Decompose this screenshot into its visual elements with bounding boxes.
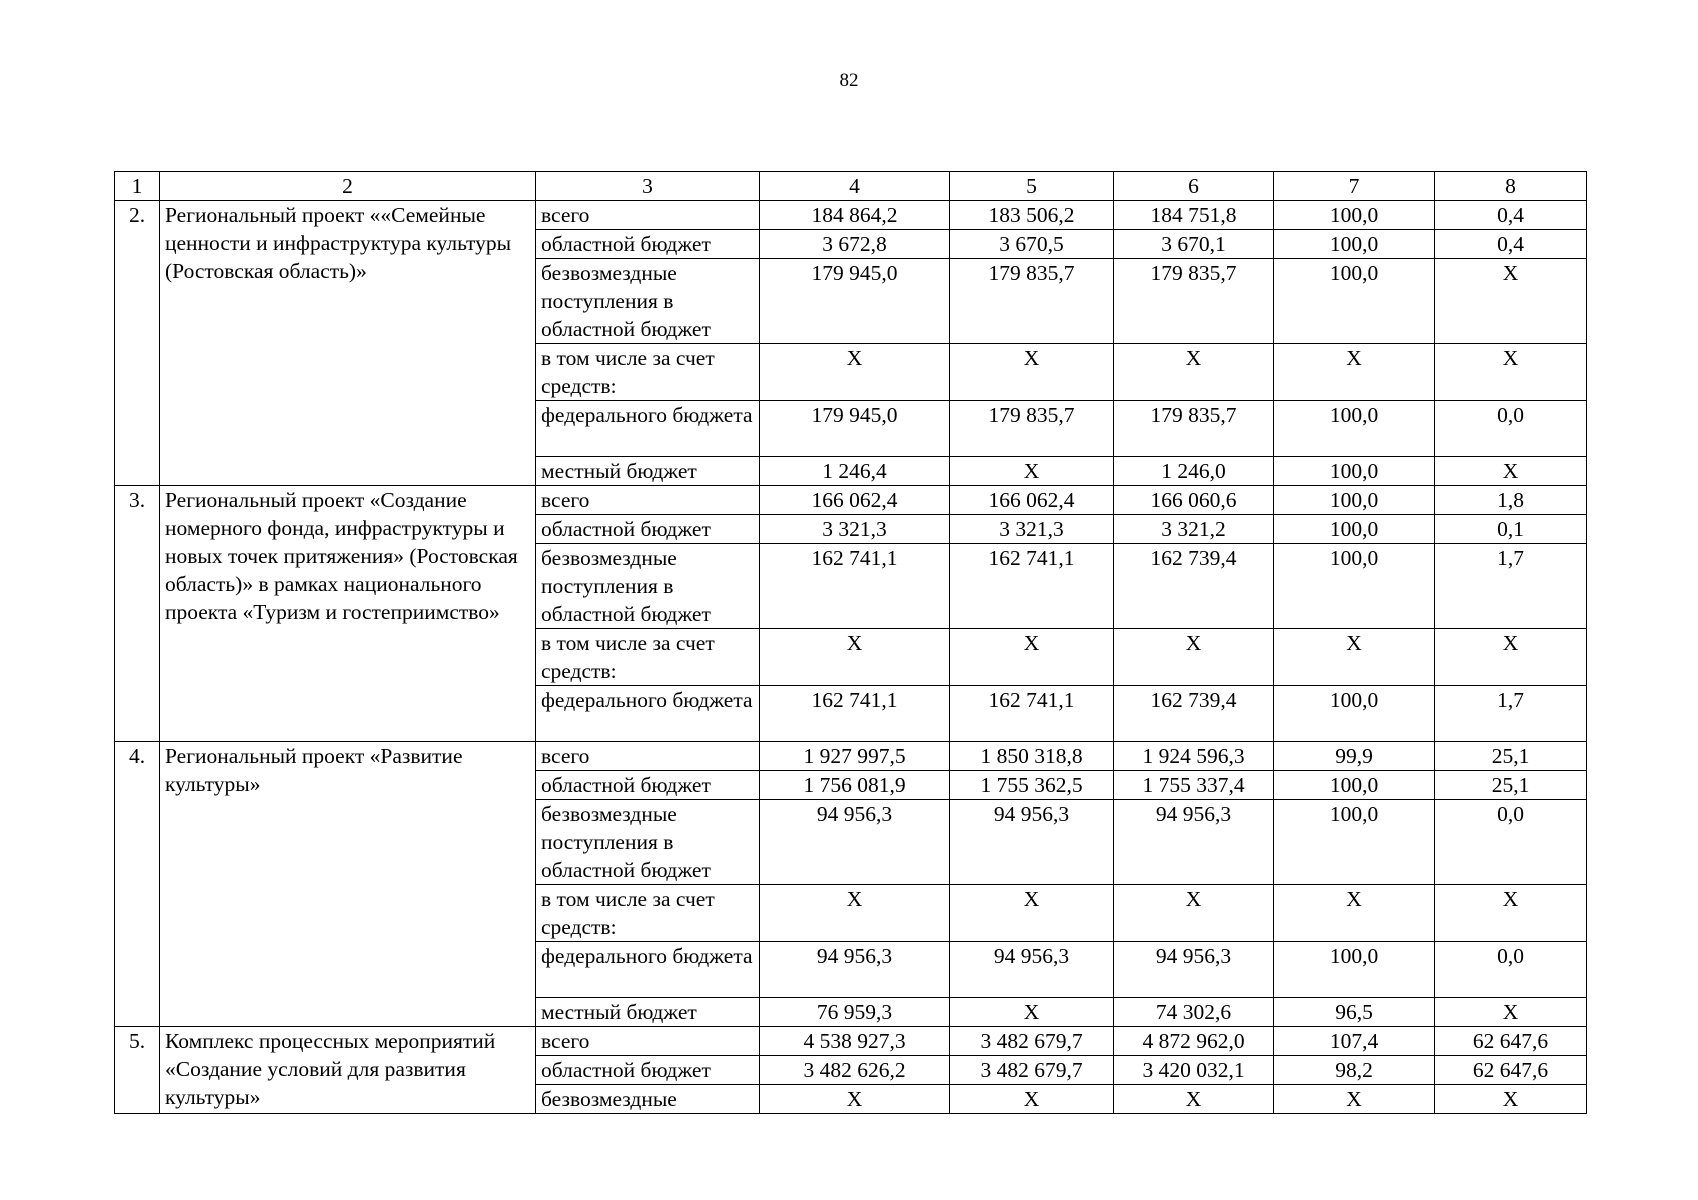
value-cell: 1 850 318,8: [950, 742, 1114, 771]
value-cell: 1 246,0: [1114, 457, 1274, 486]
value-cell: 62 647,6: [1435, 1056, 1587, 1085]
table-row: [115, 1027, 1587, 1056]
value-cell: 3 321,3: [950, 515, 1114, 544]
table-row: [115, 742, 1587, 771]
value-cell: X: [760, 885, 950, 942]
value-cell: X: [760, 1085, 950, 1114]
value-cell: 179 945,0: [760, 401, 950, 457]
value-cell: 107,4: [1274, 1027, 1435, 1056]
value-cell: X: [1435, 457, 1587, 486]
funding-source: всего: [536, 201, 760, 230]
value-cell: 0,0: [1435, 401, 1587, 457]
value-cell: X: [760, 629, 950, 686]
table-row: [115, 201, 1587, 230]
value-cell: 94 956,3: [1114, 942, 1274, 998]
funding-source: в том числе за счет средств:: [536, 885, 760, 942]
value-cell: 100,0: [1274, 942, 1435, 998]
value-cell: 4 872 962,0: [1114, 1027, 1274, 1056]
value-cell: X: [1435, 629, 1587, 686]
value-cell: 162 739,4: [1114, 686, 1274, 742]
value-cell: 3 672,8: [760, 230, 950, 259]
value-cell: X: [1114, 1085, 1274, 1114]
value-cell: 96,5: [1274, 998, 1435, 1027]
value-cell: 62 647,6: [1435, 1027, 1587, 1056]
value-cell: 3 321,2: [1114, 515, 1274, 544]
value-cell: 1,7: [1435, 544, 1587, 629]
value-cell: 184 864,2: [760, 201, 950, 230]
value-cell: 100,0: [1274, 515, 1435, 544]
value-cell: 179 835,7: [1114, 259, 1274, 344]
row-index: 3.: [115, 486, 160, 742]
funding-source: безвозмездные поступления в областной бюджет: [536, 800, 760, 885]
funding-source: федерального бюджета: [536, 401, 760, 457]
funding-source: областной бюджет: [536, 230, 760, 259]
value-cell: 100,0: [1274, 259, 1435, 344]
funding-source: областной бюджет: [536, 515, 760, 544]
funding-source: безвозмездные поступления в областной бюджет: [536, 544, 760, 629]
value-cell: 100,0: [1274, 486, 1435, 515]
value-cell: 94 956,3: [760, 800, 950, 885]
value-cell: 0,0: [1435, 942, 1587, 998]
value-cell: X: [1435, 998, 1587, 1027]
value-cell: X: [1435, 885, 1587, 942]
value-cell: 166 060,6: [1114, 486, 1274, 515]
value-cell: 0,0: [1435, 800, 1587, 885]
value-cell: 76 959,3: [760, 998, 950, 1027]
value-cell: X: [1114, 344, 1274, 401]
funding-source: федерального бюджета: [536, 686, 760, 742]
value-cell: X: [1274, 629, 1435, 686]
funding-source: всего: [536, 486, 760, 515]
value-cell: 1 927 997,5: [760, 742, 950, 771]
value-cell: 162 741,1: [950, 686, 1114, 742]
project-name: Региональный проект «Создание номерного фонда, инфраструктуры и новых точек притяжения» (Ростовская область)» в рамках национального проекта «Туризм и гостеприимство»: [160, 486, 536, 742]
value-cell: 162 741,1: [760, 686, 950, 742]
value-cell: 166 062,4: [760, 486, 950, 515]
value-cell: 184 751,8: [1114, 201, 1274, 230]
funding-source: в том числе за счет средств:: [536, 629, 760, 686]
value-cell: 94 956,3: [760, 942, 950, 998]
header-cell: 3: [536, 172, 760, 201]
value-cell: 183 506,2: [950, 201, 1114, 230]
value-cell: X: [950, 629, 1114, 686]
funding-source: местный бюджет: [536, 457, 760, 486]
value-cell: 1 246,4: [760, 457, 950, 486]
value-cell: 166 062,4: [950, 486, 1114, 515]
project-name: Комплекс процессных мероприятий «Создание условий для развития культуры»: [160, 1027, 536, 1114]
value-cell: 98,2: [1274, 1056, 1435, 1085]
value-cell: 94 956,3: [950, 800, 1114, 885]
value-cell: 179 945,0: [760, 259, 950, 344]
funding-source: федерального бюджета: [536, 942, 760, 998]
value-cell: X: [1274, 344, 1435, 401]
value-cell: X: [950, 885, 1114, 942]
value-cell: X: [1435, 259, 1587, 344]
header-cell: 2: [160, 172, 536, 201]
value-cell: 1 924 596,3: [1114, 742, 1274, 771]
header-cell: 6: [1114, 172, 1274, 201]
funding-source: безвозмездные: [536, 1085, 760, 1114]
value-cell: 0,1: [1435, 515, 1587, 544]
value-cell: X: [1435, 1085, 1587, 1114]
value-cell: 74 302,6: [1114, 998, 1274, 1027]
value-cell: X: [950, 457, 1114, 486]
value-cell: 4 538 927,3: [760, 1027, 950, 1056]
header-cell: 5: [950, 172, 1114, 201]
value-cell: 3 482 679,7: [950, 1027, 1114, 1056]
value-cell: 0,4: [1435, 230, 1587, 259]
funding-source: безвозмездные поступления в областной бюджет: [536, 259, 760, 344]
value-cell: X: [950, 998, 1114, 1027]
value-cell: 100,0: [1274, 230, 1435, 259]
value-cell: X: [1114, 885, 1274, 942]
page-number: 82: [839, 70, 859, 91]
value-cell: X: [1435, 344, 1587, 401]
budget-table: [114, 171, 1587, 1114]
header-cell: 1: [115, 172, 160, 201]
funding-source: местный бюджет: [536, 998, 760, 1027]
row-index: 4.: [115, 742, 160, 1027]
value-cell: 100,0: [1274, 800, 1435, 885]
value-cell: 1 755 362,5: [950, 771, 1114, 800]
funding-source: всего: [536, 1027, 760, 1056]
value-cell: 25,1: [1435, 742, 1587, 771]
header-row: [115, 172, 1587, 201]
value-cell: 3 670,1: [1114, 230, 1274, 259]
funding-source: в том числе за счет средств:: [536, 344, 760, 401]
value-cell: 1,7: [1435, 686, 1587, 742]
value-cell: 94 956,3: [950, 942, 1114, 998]
value-cell: 0,4: [1435, 201, 1587, 230]
header-cell: 4: [760, 172, 950, 201]
value-cell: 100,0: [1274, 686, 1435, 742]
value-cell: 100,0: [1274, 457, 1435, 486]
project-name: Региональный проект ««Семейные ценности и инфраструктура культуры (Ростовская область)»: [160, 201, 536, 486]
funding-source: всего: [536, 742, 760, 771]
value-cell: X: [1114, 629, 1274, 686]
value-cell: X: [760, 344, 950, 401]
value-cell: 100,0: [1274, 201, 1435, 230]
value-cell: 3 670,5: [950, 230, 1114, 259]
header-cell: 8: [1435, 172, 1587, 201]
value-cell: 162 739,4: [1114, 544, 1274, 629]
header-cell: 7: [1274, 172, 1435, 201]
value-cell: 100,0: [1274, 544, 1435, 629]
value-cell: 179 835,7: [950, 259, 1114, 344]
funding-source: областной бюджет: [536, 1056, 760, 1085]
value-cell: 3 482 626,2: [760, 1056, 950, 1085]
table-row: [115, 486, 1587, 515]
value-cell: X: [1274, 1085, 1435, 1114]
value-cell: X: [950, 1085, 1114, 1114]
value-cell: 94 956,3: [1114, 800, 1274, 885]
value-cell: 179 835,7: [950, 401, 1114, 457]
value-cell: 1,8: [1435, 486, 1587, 515]
row-index: 5.: [115, 1027, 160, 1114]
value-cell: 100,0: [1274, 771, 1435, 800]
value-cell: 162 741,1: [760, 544, 950, 629]
value-cell: 162 741,1: [950, 544, 1114, 629]
value-cell: 3 482 679,7: [950, 1056, 1114, 1085]
value-cell: X: [1274, 885, 1435, 942]
value-cell: X: [950, 344, 1114, 401]
funding-source: областной бюджет: [536, 771, 760, 800]
value-cell: 3 420 032,1: [1114, 1056, 1274, 1085]
row-index: 2.: [115, 201, 160, 486]
value-cell: 1 756 081,9: [760, 771, 950, 800]
value-cell: 1 755 337,4: [1114, 771, 1274, 800]
value-cell: 179 835,7: [1114, 401, 1274, 457]
value-cell: 99,9: [1274, 742, 1435, 771]
value-cell: 25,1: [1435, 771, 1587, 800]
value-cell: 100,0: [1274, 401, 1435, 457]
value-cell: 3 321,3: [760, 515, 950, 544]
project-name: Региональный проект «Развитие культуры»: [160, 742, 536, 1027]
